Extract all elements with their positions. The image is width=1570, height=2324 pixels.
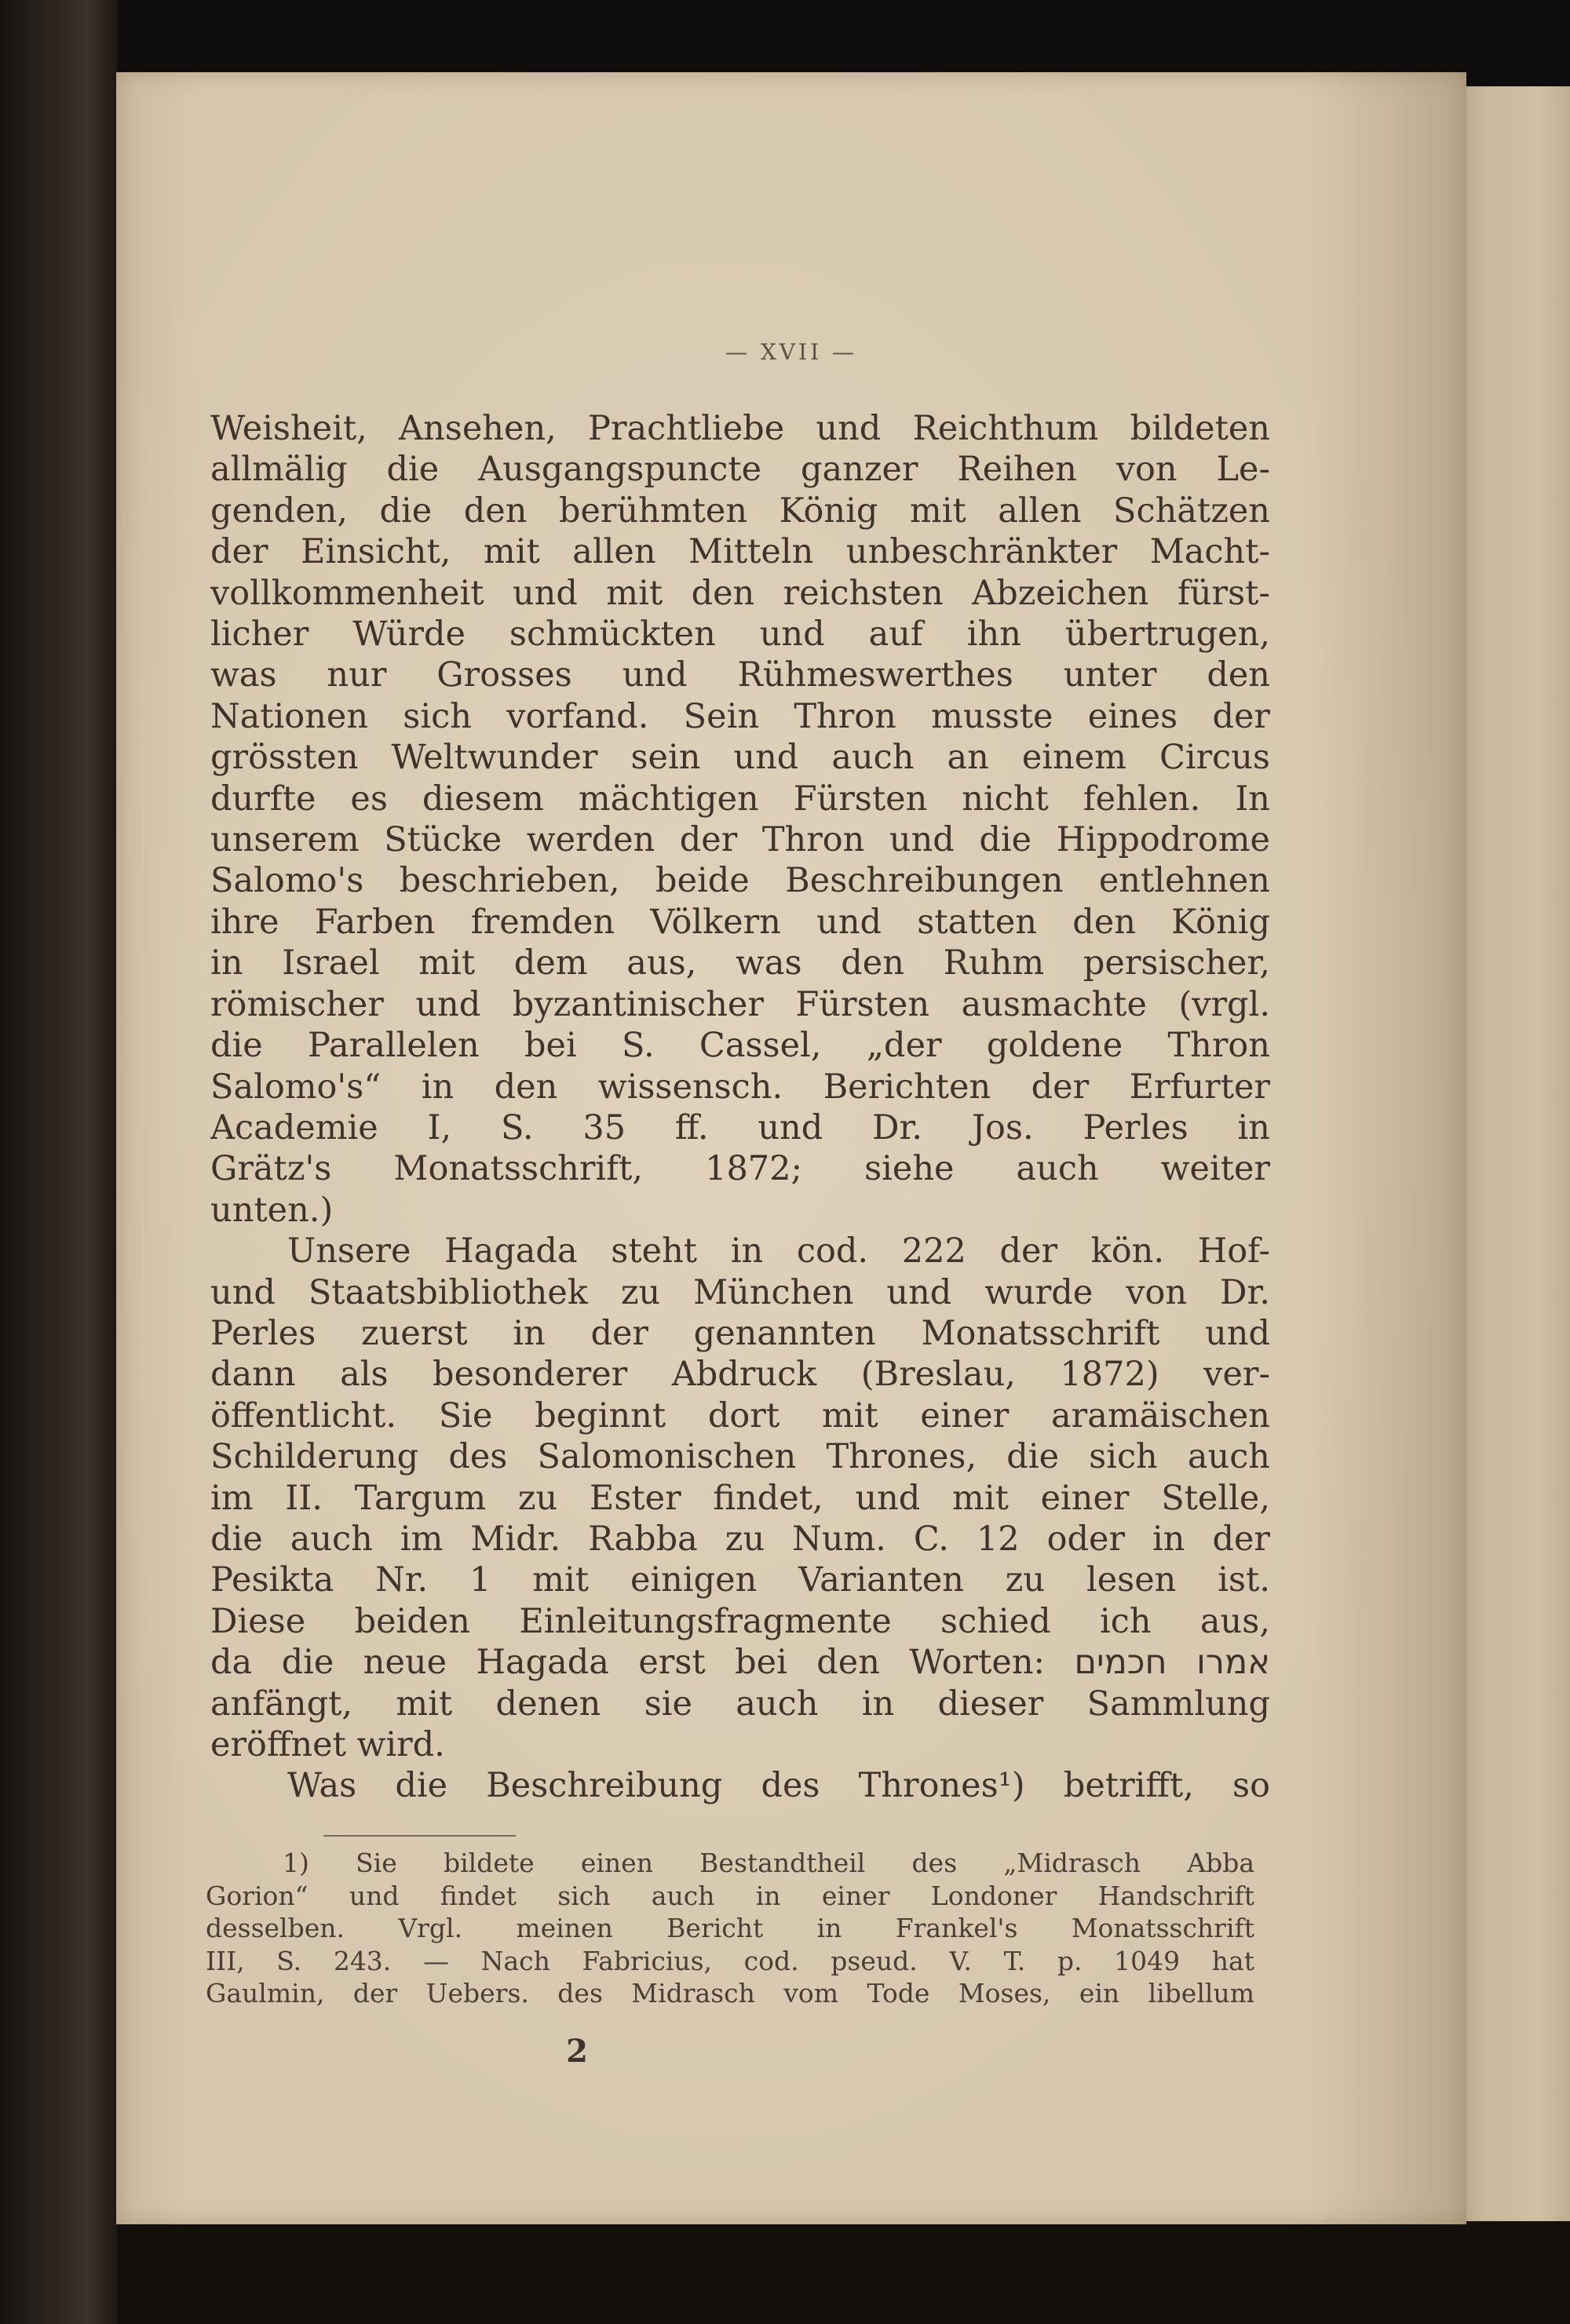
text-line: Perles zuerst in der genannten Monatsschrift und [210, 1313, 1270, 1353]
footnote [206, 1847, 1254, 2010]
book-binding [0, 0, 118, 2324]
text-line-prefix: da die neue Hagada erst bei den Worten: [210, 1643, 1046, 1683]
text-line: in Israel mit dem aus, was den Ruhm persischer, [210, 943, 1270, 983]
text-line: römischer und byzantinischer Fürsten ausmachte (vrgl. [210, 984, 1270, 1024]
text-line: licher Würde schmückten und auf ihn übertrugen, [210, 615, 1270, 655]
text-line: Academie I, S. 35 ff. und Dr. Jos. Perles in [210, 1107, 1270, 1147]
footnote-line: III, S. 243. — Nach Fabricius, cod. pseud. V. T. p. 1049 hat [206, 1945, 1254, 1976]
text-line-hebrew [210, 1642, 1270, 1683]
text-line: unserem Stücke werden der Thron und die Hippodrome [210, 820, 1270, 860]
text-line: vollkommenheit und mit den reichsten Abzeichen fürst- [210, 573, 1270, 613]
text-line: und Staatsbibliothek zu München und wurde von Dr. [210, 1272, 1270, 1312]
text-line: Salomo's beschrieben, beide Beschreibungen entlehnen [210, 861, 1270, 901]
text-line: durfte es diesem mächtigen Fürsten nicht fehlen. In [210, 779, 1270, 819]
text-line: grössten Weltwunder sein und auch an einem Circus [210, 738, 1270, 778]
text-line: dann als besonderer Abdruck (Breslau, 1872) ver- [210, 1355, 1270, 1395]
footnote-rule [323, 1835, 516, 1837]
text-line: eröffnet wird. [210, 1725, 445, 1764]
footnote-line: desselben. Vrgl. meinen Bericht in Frankel's Monatsschrift [206, 1913, 1254, 1943]
page-number: — XVII — [725, 339, 858, 365]
text-line: Diese beiden Einleitungsfragmente schied ich aus, [210, 1601, 1270, 1641]
text-line: allmälig die Ausgangspuncte ganzer Reihen von Le- [210, 450, 1270, 490]
footnote-line: 1) Sie bildete einen Bestandtheil des „Midrasch Abba [283, 1848, 1254, 1878]
text-line: ihre Farben fremden Völkern und statten den König [210, 902, 1270, 942]
text-line: Salomo's“ in den wissensch. Berichten der Erfurter [210, 1067, 1270, 1107]
text-line: genden, die den berühmten König mit allen Schätzen [210, 491, 1270, 531]
text-line: Nationen sich vorfand. Sein Thron musste eines der [210, 696, 1270, 736]
text-line: Unsere Hagada steht in cod. 222 der kön. Hof- [287, 1231, 1270, 1271]
text-line: der Einsicht, mit allen Mitteln unbeschränkter Macht- [210, 532, 1270, 572]
text-line: Weisheit, Ansehen, Prachtliebe und Reichthum bildeten [210, 409, 1270, 448]
text-line: Schilderung des Salomonischen Thrones, die sich auch [210, 1437, 1270, 1477]
text-line: unten.) [210, 1190, 334, 1230]
text-line: öffentlicht. Sie beginnt dort mit einer aramäischen [210, 1395, 1270, 1436]
text-line: Was die Beschreibung des Thrones¹) betrifft, so [287, 1766, 1270, 1806]
text-line: im II. Targum zu Ester findet, und mit einer Stelle, [210, 1478, 1270, 1518]
text-line: die auch im Midr. Rabba zu Num. C. 12 oder in der [210, 1519, 1270, 1559]
signature-mark: 2 [566, 2033, 588, 2070]
footnote-line: Gorion“ und findet sich auch in einer Londoner Handschrift [206, 1880, 1254, 1911]
hebrew-phrase: אמרו חכמים [1074, 1643, 1270, 1683]
main-text [210, 408, 1270, 1807]
text-line: Pesikta Nr. 1 mit einigen Varianten zu lesen ist. [210, 1560, 1270, 1600]
bottom-shadow [118, 2221, 1570, 2324]
text-line: Grätz's Monatsschrift, 1872; siehe auch weiter [210, 1149, 1270, 1189]
text-line: was nur Grosses und Rühmeswerthes unter den [210, 655, 1270, 695]
text-line: die Parallelen bei S. Cassel, „der goldene Thron [210, 1026, 1270, 1066]
text-line: anfängt, mit denen sie auch in dieser Sammlung [210, 1684, 1270, 1724]
footnote-line: Gaulmin, der Uebers. des Midrasch vom Tode Moses, ein libellum [206, 1978, 1254, 2008]
